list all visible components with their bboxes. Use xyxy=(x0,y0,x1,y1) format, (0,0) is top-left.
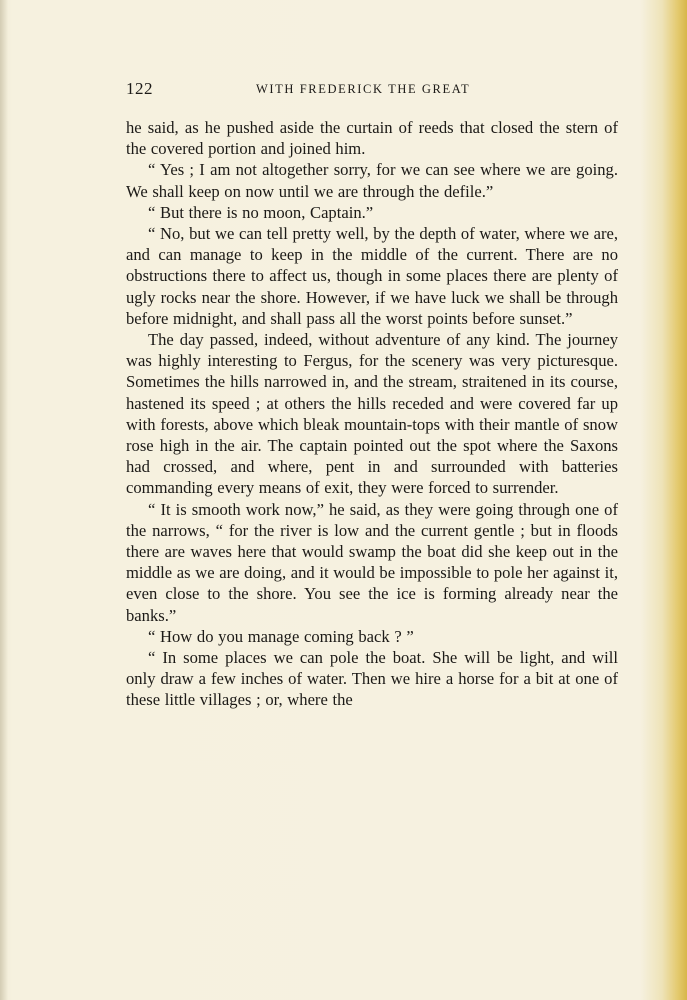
paragraph-4: “ No, but we can tell pretty well, by the depth of water, where we are, and can manage to keep in the middle of the current. There are no obstructions there to affect us, though in some places there are plenty of ugly rocks near the shore. However, if we have luck we shall be through before midnight, and shall pass all the worst points before sunset.” xyxy=(126,224,618,328)
paragraph-7: “ How do you manage coming back ? ” xyxy=(148,626,414,646)
page-number: 122 xyxy=(126,79,153,98)
paragraph-8: “ In some places we can pole the boat. She will be light, and will only draw a few inches of water. Then we hire a horse for a bit at one of these little villages ; or, where the xyxy=(126,648,618,710)
paragraph-1: he said, as he pushed aside the curtain of reeds that closed the stern of the covered portion and joined him. xyxy=(126,118,618,159)
page-gutter-shadow xyxy=(0,0,8,1000)
paragraph-5: The day passed, indeed, without adventure of any kind. The journey was highly interesting to Fergus, for the scenery was very picturesque. Sometimes the hills narrowed in, and the stream, straitened in its course, hastened its speed ; at others the hills receded and were covered far up with forests, above which bleak mountain-tops with their mantle of snow rose high in the air. The captain pointed out the spot where the Saxons had crossed, and where, pent in and surrounded with batteries commanding every means of exit, they were forced to surrender. xyxy=(126,330,618,498)
paragraph-2: “ Yes ; I am not altogether sorry, for we can see where we are going. We shall keep on now until we are through the defile.” xyxy=(126,160,618,201)
running-title: WITH FREDERICK THE GREAT xyxy=(256,82,471,96)
paragraph-3: “ But there is no moon, Captain.” xyxy=(148,202,374,222)
paragraph-6: “ It is smooth work now,” he said, as they were going through one of the narrows, “ for the river is low and the current gentle ; but in floods there are waves here that would swamp the boat did she keep out in the middle as we are doing, and it would be impossible to pole her against it, even close to the shore. You see the ice is forming already near the banks.” xyxy=(126,499,618,625)
body-text xyxy=(126,117,618,711)
page-header xyxy=(126,79,618,101)
